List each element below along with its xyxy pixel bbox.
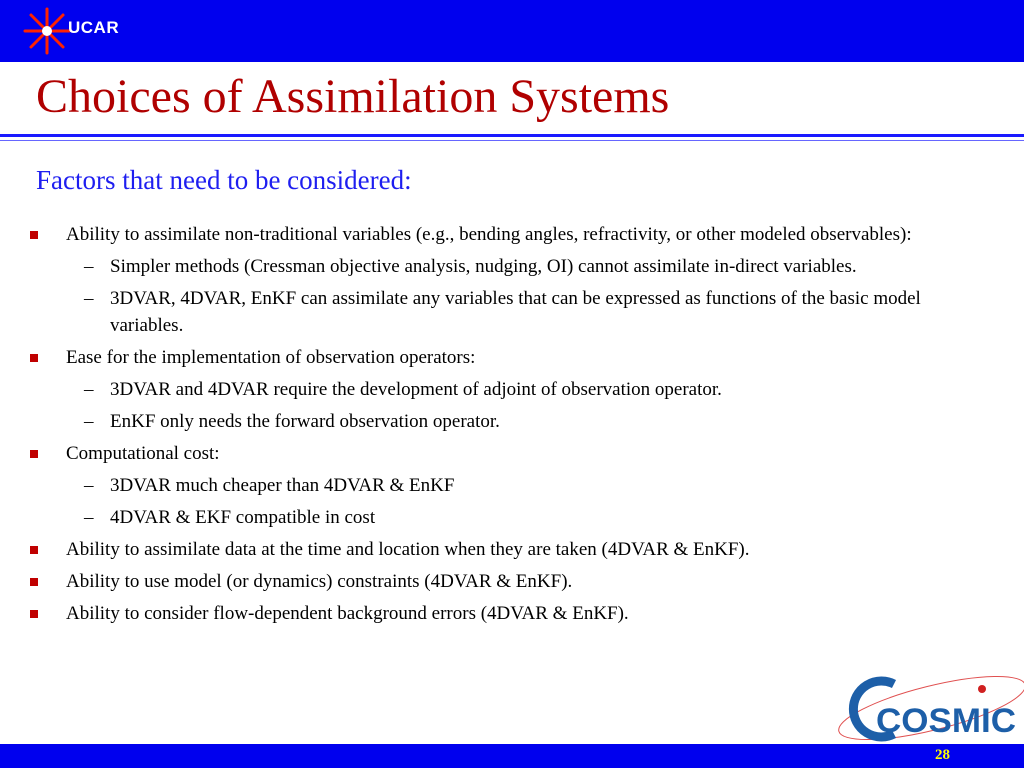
title-divider [0, 134, 1024, 137]
sub-list-item [28, 253, 998, 280]
sub-list-item [28, 504, 998, 531]
list-item [28, 344, 998, 371]
page-number: 28 [935, 747, 950, 763]
slide-title: Choices of Assimilation Systems [36, 70, 670, 123]
bullet-text: Ease for the implementation of observation operators: [66, 347, 476, 368]
dash-icon: – [84, 507, 94, 528]
bullet-icon [30, 610, 38, 618]
sub-bullet-text: Simpler methods (Cressman objective analysis, nudging, OI) cannot assimilate in-direct variables. [110, 256, 857, 277]
cosmic-logo-text: COSMIC [876, 702, 1016, 740]
ucar-logo [22, 6, 132, 56]
dash-icon: – [84, 379, 94, 400]
bullet-icon [30, 231, 38, 239]
list-item [28, 221, 998, 248]
list-item [28, 600, 998, 627]
sunburst-icon [22, 6, 72, 56]
sub-bullet-text: 3DVAR and 4DVAR require the development of adjoint of observation operator. [110, 379, 722, 400]
header-bar [0, 0, 1024, 62]
bullet-icon [30, 450, 38, 458]
sub-bullet-text: 3DVAR much cheaper than 4DVAR & EnKF [110, 475, 455, 496]
bullet-icon [30, 578, 38, 586]
sub-list-item [28, 376, 998, 403]
bullet-text: Ability to consider flow-dependent background errors (4DVAR & EnKF). [66, 603, 629, 624]
bullet-icon [30, 546, 38, 554]
list-item [28, 568, 998, 595]
title-divider-thin [0, 140, 1024, 141]
bullet-text: Ability to use model (or dynamics) constraints (4DVAR & EnKF). [66, 571, 573, 592]
dash-icon: – [84, 288, 94, 309]
sub-bullet-text: EnKF only needs the forward observation operator. [110, 411, 500, 432]
sub-list-item [28, 472, 998, 499]
bullet-icon [30, 354, 38, 362]
dash-icon: – [84, 256, 94, 277]
bullet-text: Ability to assimilate non-traditional variables (e.g., bending angles, refractivity, or other modeled observables): [66, 224, 912, 245]
bullet-text: Computational cost: [66, 443, 220, 464]
bullet-list [28, 221, 998, 632]
list-item [28, 440, 998, 467]
sub-bullet-text: 4DVAR & EKF compatible in cost [110, 507, 376, 528]
cosmic-logo [832, 668, 1024, 746]
sub-bullet-text: 3DVAR, 4DVAR, EnKF can assimilate any variables that can be expressed as functions of the basic model variables. [110, 288, 921, 336]
sub-list-item [28, 285, 998, 339]
slide-subtitle: Factors that need to be considered: [36, 165, 412, 195]
footer-bar [0, 744, 1024, 768]
bullet-text: Ability to assimilate data at the time and location when they are taken (4DVAR & EnKF). [66, 539, 750, 560]
list-item [28, 536, 998, 563]
ucar-logo-text: UCAR [68, 18, 120, 37]
dash-icon: – [84, 411, 94, 432]
sub-list-item [28, 408, 998, 435]
dash-icon: – [84, 475, 94, 496]
